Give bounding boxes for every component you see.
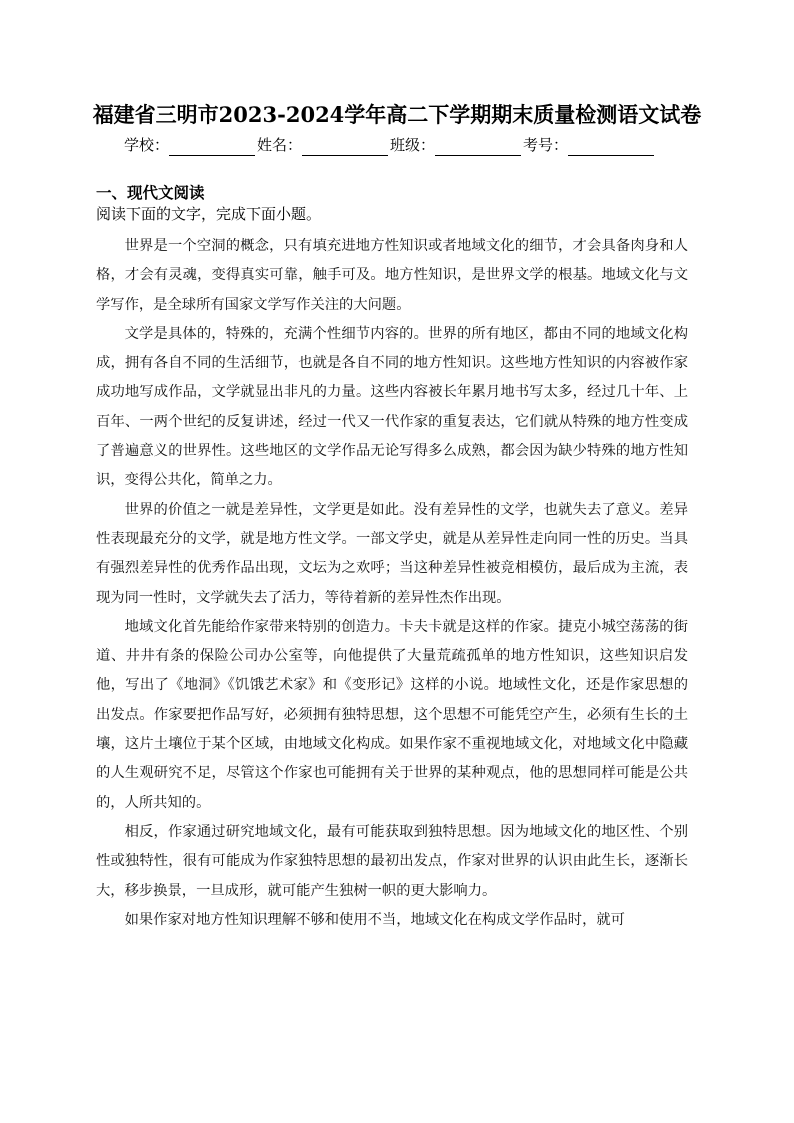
passage-paragraph: 地域文化首先能给作家带来特别的创造力。卡夫卡就是这样的作家。捷克小城空荡荡的街道、井井有条的保险公司办公室等，向他提供了大量荒疏孤单的地方性知识，这些知识启发他，写出了《地洞》《饥饿艺术家》和《变形记》这样的小说。地域性文化，还是作家思想的出发点。作家要把作品写好，必须拥有独特思想，这个思想不可能凭空产生，必须有生长的土壤，这片土壤位于某个区域，由地域文化构成。如果作家不重视地域文化，对地域文化中隐藏的人生观研究不足，尽管这个作家也可能拥有关于世界的某种观点，他的思想同样可能是公共的，人所共知的。 <box>96 618 688 811</box>
passage-paragraph: 文学是具体的，特殊的，充满个性细节内容的。世界的所有地区，都由不同的地域文化构成，拥有各自不同的生活细节，也就是各自不同的地方性知识。这些地方性知识的内容被作家成功地写成作品，文学就显出非凡的力量。这些内容被长年累月地书写太多，经过几十年、上百年、一两个世纪的反复讲述，经过一代又一代作家的重复表达，它们就从特殊的地方性变成了普遍意义的世界性。这些地区的文学作品无论写得多么成熟，都会因为缺少特殊的地方性知识，变得公共化，简单之力。 <box>96 325 688 489</box>
exam-number-blank <box>568 137 654 156</box>
passage-paragraph: 相反，作家通过研究地域文化，最有可能获取到独特思想。因为地域文化的地区性、个别性或独特性，很有可能成为作家独特思想的最初出发点，作家对世界的认识由此生长，逐渐长大，移步换景，一旦成形，就可能产生独树一帜的更大影响力。 <box>96 823 688 899</box>
name-blank <box>302 137 388 156</box>
class-blank <box>435 137 521 156</box>
name-label: 姓名： <box>257 136 303 154</box>
exam-title: 福建省三明市2023-2024学年高二下学期期末质量检测语文试卷 <box>92 102 702 127</box>
reading-instruction: 阅读下面的文字，完成下面小题。 <box>96 205 322 223</box>
section-heading: 一、现代文阅读 <box>96 184 205 202</box>
class-label: 班级： <box>390 136 436 154</box>
passage-paragraph: 世界是一个空洞的概念，只有填充进地方性知识或者地域文化的细节，才会具备肉身和人格，才会有灵魂，变得真实可靠，触手可及。地方性知识，是世界文学的根基。地域文化与文学写作，是全球所有国家文学写作关注的大问题。 <box>96 238 688 313</box>
passage-paragraph: 如果作家对地方性知识理解不够和使用不当，地域文化在构成文学作品时，就可 <box>124 911 625 928</box>
school-label: 学校： <box>124 136 170 154</box>
student-info-line <box>124 134 684 156</box>
passage-paragraph: 世界的价值之一就是差异性，文学更是如此。没有差异性的文学，也就失去了意义。差异性表现最充分的文学，就是地方性文学。一部文学史，就是从差异性走向同一性的历史。当具有强烈差异性的优秀作品出现，文坛为之欢呼；当这种差异性被竞相模仿，最后成为主流，表现为同一性时，文学就失去了活力，等待着新的差异性杰作出现。 <box>96 501 688 606</box>
exam-number-label: 考号： <box>523 136 569 154</box>
reading-passage <box>96 232 688 935</box>
school-blank <box>169 137 255 156</box>
